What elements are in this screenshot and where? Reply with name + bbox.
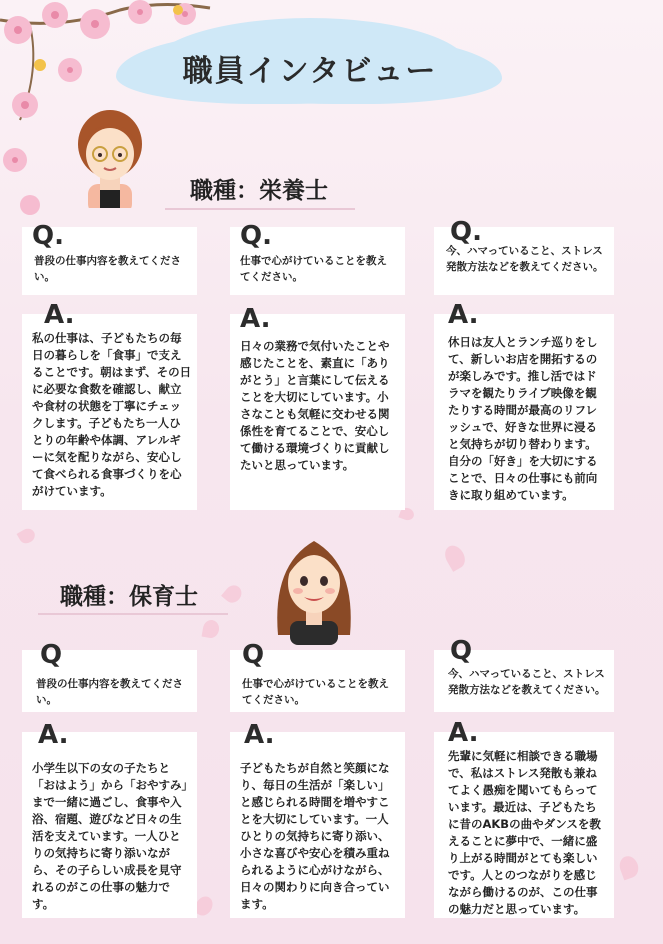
question-text: 普段の仕事内容を教えてください。 bbox=[36, 678, 183, 706]
answer-mark: A. bbox=[44, 300, 75, 330]
answer-mark: A. bbox=[240, 304, 271, 334]
answer-mark: A. bbox=[448, 300, 479, 330]
question-card bbox=[434, 636, 614, 712]
question-text: 仕事で心がけていることを教えてください。 bbox=[240, 255, 387, 283]
answer-card bbox=[22, 300, 197, 510]
question-mark: Q bbox=[40, 640, 63, 670]
answer-text: 小学生以下の女の子たちと「おはよう」から「おやすみ」まで一緒に過ごし、食事や入浴、宿題、遊びなど日々の生活を支えています。一人ひとりの気持ちに寄り添いながら、その子らしい成長を見守れるのがこの仕事の魅力です。 bbox=[32, 761, 188, 911]
role-underline bbox=[38, 613, 228, 615]
petal-decoration bbox=[17, 526, 38, 546]
petal-decoration bbox=[617, 854, 641, 881]
petal-decoration bbox=[202, 619, 221, 640]
answer-card bbox=[434, 300, 614, 510]
answer-text: 先輩に気軽に相談できる職場で、私はストレス発散も兼ねてよく愚痴を聞いてもらっています。最近は、子どもたちに昔のAKBの曲やダンスを教えることに夢中で、一緒に盛り上がる時間がとても楽しいです。人とのつながりを感じながら働けるのが、この仕事の魅力だと思っています。 bbox=[448, 749, 601, 916]
petal-decoration bbox=[221, 582, 245, 606]
question-mark: Q bbox=[450, 636, 473, 666]
question-mark: Q bbox=[242, 640, 265, 670]
answer-card bbox=[230, 304, 405, 510]
answer-card bbox=[230, 720, 405, 918]
question-card bbox=[22, 640, 197, 712]
page-title: 職員インタビュー bbox=[182, 54, 438, 89]
question-card bbox=[230, 221, 405, 295]
answer-card bbox=[22, 720, 197, 918]
answer-card bbox=[434, 718, 614, 918]
answer-text: 私の仕事は、子どもたちの毎日の暮らしを「食事」で支えることです。朝はまず、その日に必要な食数を確認し、献立や食材の状態を丁寧にチェックします。子どもたち一人ひとりの年齢や体調、アレルギーに気を配りながら、安心して食べられる食事づくりを心がけています。 bbox=[32, 331, 192, 498]
childcare-avatar bbox=[268, 525, 360, 645]
question-text: 今、ハマっていること、ストレス発散方法などを教えてください。 bbox=[448, 668, 606, 696]
answer-mark: A. bbox=[448, 718, 479, 748]
question-text: 今、ハマっていること、ストレス発散方法などを教えてください。 bbox=[446, 245, 604, 273]
nutritionist-avatar bbox=[70, 104, 150, 208]
question-card bbox=[22, 221, 197, 295]
question-mark: Q. bbox=[240, 221, 272, 251]
question-mark: Q. bbox=[450, 217, 482, 247]
question-mark: Q. bbox=[32, 221, 64, 251]
question-text: 仕事で心がけていることを教えてください。 bbox=[242, 678, 389, 706]
answer-mark: A. bbox=[38, 720, 69, 750]
role-underline bbox=[165, 208, 355, 210]
question-card bbox=[434, 217, 614, 295]
role-heading-childcare: 職種：保育士 bbox=[60, 584, 198, 610]
answer-text: 子どもたちが自然と笑顔になり、毎日の生活が「楽しい」と感じられる時間を増やすことを大切にしています。一人ひとりの気持ちに寄り添い、小さな喜びや安心を積み重ねられるように心がけながら、日々の関わりに向き合っています。 bbox=[240, 761, 390, 911]
petal-decoration bbox=[441, 542, 469, 572]
answer-text: 日々の業務で気付いたことや感じたことを、素直に「ありがとう」と言葉にして伝えることを大切にしています。小さなことも気軽に交わせる関係性を育てることで、安心して働ける環境づくりに貢献したいと思っています。 bbox=[240, 339, 390, 472]
answer-text: 休日は友人とランチ巡りをして、新しいお店を開拓するのが楽しみです。推し活ではドラマを観たりライブ映像を観たりする時間が最高のリフレッシュで、好きな世界に浸ると気持ちが切り替わります。自分の「好き」を大切にすることで、日々の仕事にも前向きに取り組めています。 bbox=[448, 335, 598, 502]
answer-mark: A. bbox=[244, 720, 275, 750]
question-card bbox=[230, 640, 405, 712]
role-heading-nutritionist: 職種：栄養士 bbox=[190, 178, 328, 204]
question-text: 普段の仕事内容を教えてください。 bbox=[34, 255, 181, 283]
